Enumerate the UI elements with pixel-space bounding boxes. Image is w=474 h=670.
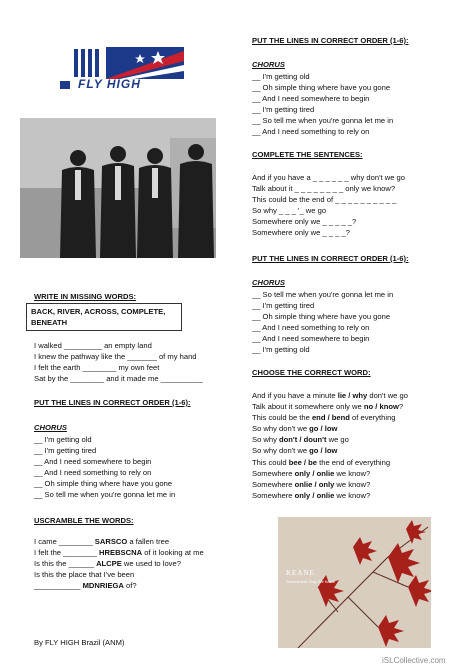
- missing-line: Sat by the ________ and it made me __________: [34, 374, 203, 384]
- order-line: __ I'm getting tired: [34, 446, 97, 456]
- complete-line: This could be the end of _ _ _ _ _ _ _ _ _ _: [252, 195, 397, 205]
- word-bank-text: BACK, RIVER, ACROSS, COMPLETE, BENEATH: [31, 307, 166, 327]
- order-line: __ And I need somewhere to begin: [34, 457, 152, 467]
- choose-line: So why don't we go / low: [252, 446, 338, 456]
- watermark-text: iSLCollective.com: [382, 656, 446, 665]
- missing-line: I walked _________ an empty land: [34, 341, 152, 350]
- choose-line: Talk about it somewhere only we no / know?: [252, 402, 404, 412]
- complete-line: Somewhere only we _ _ _ _ _?: [252, 217, 357, 227]
- choose-heading: CHOOSE THE CORRECT WORD:: [252, 368, 371, 377]
- word-bank-box: [26, 303, 182, 331]
- right-order-heading-2: PUT THE LINES IN CORRECT ORDER (1-6):: [252, 254, 409, 263]
- choose-lines: [252, 390, 408, 501]
- right-order-lines-2: [252, 289, 393, 356]
- order-line: __ So tell me when you're gonna let me in: [34, 490, 176, 500]
- order-line: __ I'm getting tired: [252, 301, 315, 311]
- scramble-heading: USCRAMBLE THE WORDS:: [34, 516, 134, 525]
- order-line: __ So tell me when you're gonna let me in: [252, 290, 394, 299]
- logo-text: FLY HIGH: [78, 77, 141, 91]
- order-line: __ I'm getting tired: [252, 105, 315, 115]
- order-line: __ And I need something to rely on: [34, 468, 152, 478]
- scramble-line: Is this the ______ ALCPE we used to love?: [34, 559, 181, 569]
- band-photo-graphic: [20, 118, 216, 258]
- order-line: __ I'm getting old: [34, 435, 92, 444]
- choose-line: So why don't we go / low: [252, 424, 338, 434]
- scramble-line: I came ________ SARSCO a fallen tree: [34, 537, 170, 546]
- missing-words-heading: WRITE IN MISSING WORDS:: [34, 292, 137, 301]
- right-order-heading-1: PUT THE LINES IN CORRECT ORDER (1-6):: [252, 36, 409, 45]
- choose-line: Somewhere onlie / only we know?: [252, 479, 371, 489]
- missing-line: I knew the pathway like the _______ of my hand: [34, 352, 197, 362]
- scramble-line: Is this the place that I've been: [34, 570, 135, 580]
- order-line: __ And I need something to rely on: [252, 323, 370, 333]
- scramble-line: ___________ MDNRIEGA of?: [34, 581, 137, 591]
- scramble-lines: [34, 536, 204, 591]
- order-line: __ And I need somewhere to begin: [252, 334, 370, 344]
- choose-line: So why don't / doun't we go: [252, 435, 349, 445]
- right-order-lines-1: [252, 71, 393, 138]
- missing-words-lines: [34, 340, 203, 384]
- band-photo: [20, 118, 216, 258]
- order-line: __ So tell me when you're gonna let me in: [252, 116, 394, 126]
- order-line: __ Oh simple thing where have you gone: [34, 479, 173, 489]
- choose-line: Somewhere only / onlie we know?: [252, 490, 371, 500]
- scramble-line: I felt the ________ HREBSCNA of it looking at me: [34, 548, 204, 558]
- order-line: __ And I need something to rely on: [252, 127, 370, 137]
- complete-line: So why _ _ _ '_ we go: [252, 206, 327, 216]
- complete-line: And if you have a _ _ _ _ _ _ why don't we go: [252, 173, 406, 182]
- credit-text: By FLY HIGH Brazil (ANM): [34, 638, 125, 647]
- complete-line: Talk about it _ _ _ _ _ _ _ _ only we know?: [252, 184, 396, 194]
- complete-heading: COMPLETE THE SENTENCES:: [252, 150, 363, 159]
- fly-high-logo: [60, 45, 185, 92]
- order-line: __ I'm getting old: [252, 72, 310, 81]
- album-subtitle: Somewhere Only We Know: [286, 579, 335, 584]
- left-chorus-label: CHORUS: [34, 423, 67, 432]
- album-band-name: KEANE: [286, 569, 315, 577]
- order-line: __ I'm getting old: [252, 345, 310, 355]
- order-line: __ Oh simple thing where have you gone: [252, 312, 391, 322]
- complete-line: Somewhere only we _ _ _ _?: [252, 228, 350, 238]
- left-order-lines: [34, 434, 175, 501]
- left-order-heading: PUT THE LINES IN CORRECT ORDER (1-6):: [34, 398, 191, 407]
- choose-line: This could be the end / bend of everything: [252, 413, 396, 423]
- album-cover: [278, 517, 431, 648]
- order-line: __ And I need somewhere to begin: [252, 94, 370, 104]
- choose-line: And if you have a minute lie / why don't we go: [252, 391, 408, 400]
- right-chorus-label-2: CHORUS: [252, 278, 285, 287]
- missing-line: I felt the earth ________ my own feet: [34, 363, 160, 373]
- right-chorus-label-1: CHORUS: [252, 60, 285, 69]
- order-line: __ Oh simple thing where have you gone: [252, 83, 391, 93]
- choose-line: This could bee / be the end of everything: [252, 457, 391, 467]
- choose-line: Somewhere only / onlie we know?: [252, 468, 371, 478]
- complete-lines: [252, 172, 405, 239]
